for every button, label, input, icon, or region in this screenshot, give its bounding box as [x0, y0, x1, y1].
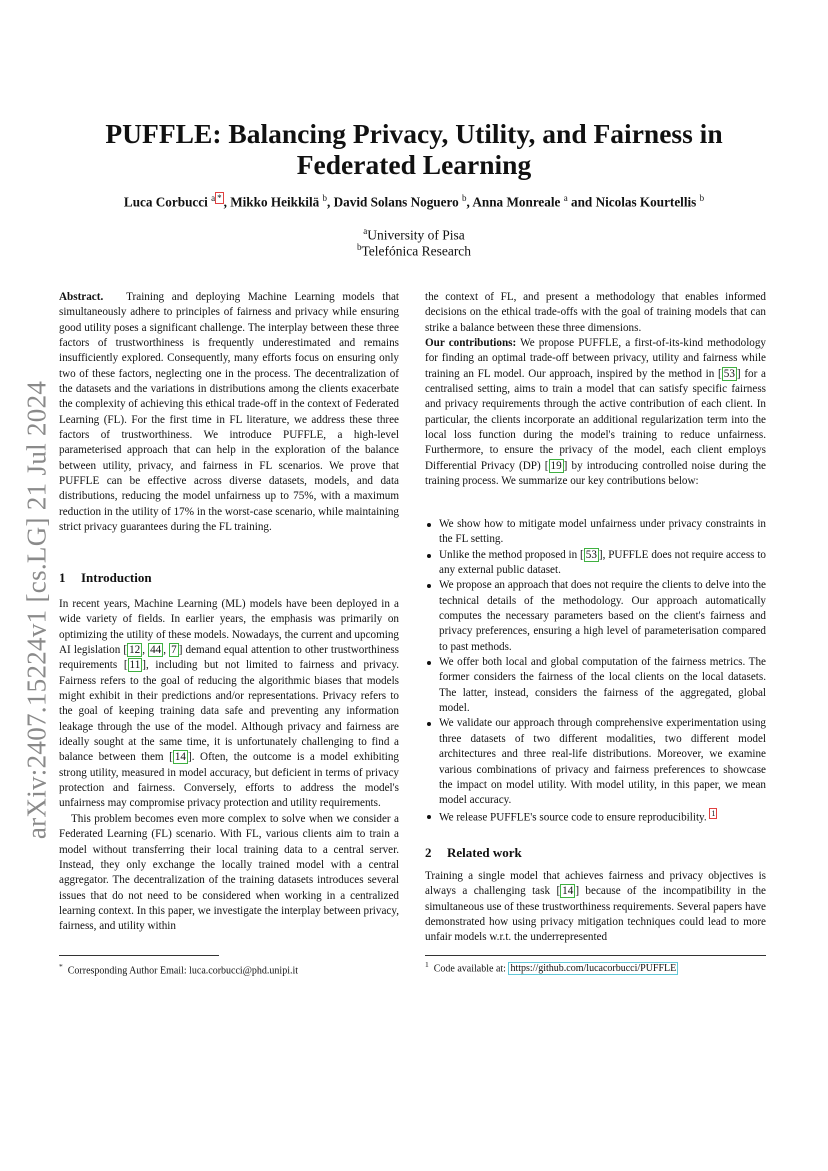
author-name: Anna Monreale	[472, 194, 561, 210]
citation-link[interactable]: 53	[723, 367, 735, 380]
citation-link[interactable]: 7	[171, 644, 177, 657]
repository-link[interactable]: https://github.com/lucacorbucci/PUFFLE	[510, 963, 677, 975]
right-column	[425, 290, 766, 489]
author-affil-mark: a	[211, 193, 216, 203]
contributions-list	[425, 517, 766, 826]
list-item: We release PUFFLE's source code to ensure reproducibility. $^1$	[425, 809, 766, 826]
corresponding-author-link[interactable]: *	[217, 193, 222, 203]
author-affil-mark: b	[322, 193, 328, 203]
citation-link[interactable]: 11	[129, 659, 141, 672]
citation-link[interactable]: 44	[150, 644, 162, 657]
author-name: David Solans Noguero	[333, 194, 459, 210]
author-name: Luca Corbucci	[123, 194, 208, 210]
section-heading-related-work: 2 Related work	[425, 845, 522, 860]
citation-link[interactable]: 12	[129, 644, 141, 657]
author-affil-mark: a	[563, 193, 568, 203]
abstract-text: Training and deploying Machine Learning models that simultaneously adhere to principles of fairness and privacy while ensuring good utility poses a significant challenge. The interplay between these three factors of trustworthiness is frequently underestimated and remains insufficiently explored. Consequently, many efforts focus on ensuring only two of these factors, neglecting one in the process. The decentralization of the datasets and the variations in distributions among the clients exacerbate the complexity of achieving this ethical trade-off in the context of Federated Learning (FL). For the first time in FL literature, we address these three factors of trustworthiness. We introduce PUFFLE, a high-level parameterised approach that can help in the exploration of the balance between utility, privacy, and fairness in FL scenarios. We prove that PUFFLE can be effective across diverse datasets, models, and data distributions, reducing the model unfairness up to 75%, with a maximum reduction in the utility of 17% in the worst-case scenario, while maintaining strict privacy guarantees during the FL training.	[59, 291, 399, 534]
author-list: Luca Corbucci $^a$ * , Mikko Heikkilä $^b$, David Solans Noguero $^b$, Anna Monreale $^a$ and Nicolas Kourtellis $^b$	[123, 193, 705, 210]
author-name: Mikko Heikkilä	[230, 194, 320, 210]
author-name: Nicolas Kourtellis	[595, 194, 697, 210]
citation-link[interactable]: 14	[174, 751, 186, 764]
footnote: $^1$ Code available at: https://github.com/lucacorbucci/PUFFLE	[425, 960, 677, 975]
arxiv-stamp	[22, 370, 52, 850]
abstract	[59, 290, 399, 536]
introduction-body	[59, 597, 399, 935]
list-item: We validate our approach through comprehensive experimentation using three datasets of two different modalities, two different model architectures and three real-life distributions. Moreover, we examine various combinations of privacy and fairness preferences to showcase the impact on model utility. With model utility, in this paper, we mean model accuracy.	[425, 716, 766, 808]
list-item: We offer both local and global computation of the fairness metrics. The former considers the fairness of the local clients on the local datasets. The latter, instead, considers the fairness of the aggregated, global model.	[425, 655, 766, 716]
paper-title: PUFFLE: Balancing Privacy, Utility, and Fairness in Federated Learning	[105, 118, 723, 180]
paragraph: Training a single model that achieves fairness and privacy objectives is always a challenging task [ 14 ] because of the incompatibility in the simultaneous use of these trustworthiness requirements. Several papers have demonstrated how using privacy mitigation techniques could lead to more unfair models w.r.t. the underrepresented	[425, 870, 766, 944]
author-affil-mark: b	[461, 193, 467, 203]
abstract-label: Abstract.	[59, 291, 104, 303]
paragraph: This problem becomes even more complex to solve when we consider a Federated Learning (FL) scenario. With FL, various clients aim to train a model without transferring their local training data to a central server. Instead, they only exchange the locally trained model with a central aggregator. The decentralization of the training datasets introduces several issues that do not need to be considered when working in a centralized learning context. In this paper, we investigate the interplay between privacy, fairness, and utility within	[59, 812, 399, 933]
author-affil-mark: b	[699, 193, 705, 203]
paragraph: In recent years, Machine Learning (ML) models have been deployed in a wide variety of fields. In earlier years, the emphasis was primarily on optimizing the utility of these models. Nowadays, the current and upcoming AI legislation [ 12 , 44 , 7 ] demand equal attention to other trustworthiness requirements [ 11 ], including but not limited to fairness and privacy. Fairness refers to the goal of reducing the algorithmic biases that models might exhibit in their predictions and/or representations. Privacy refers to the goal of keeping training data safe and preventing any information leakage through the use of the model. Although privacy and fairness are ideally sought at the same time, it is unfortunately challenging to find a balance between them [ 14 ]. Often, the outcome is a model exhibiting strong utility, measured in model accuracy, but deficient in terms of privacy protection and fairness. Conversely, efforts to address the model's unfairness may compromise privacy protection and utility requirements.	[59, 598, 400, 810]
left-column	[59, 290, 399, 536]
section-heading-introduction: 1 Introduction	[59, 570, 152, 585]
affiliation: $^b$Telefónica Research	[356, 242, 472, 259]
related-work-body	[425, 869, 766, 946]
footnote-rule	[425, 955, 766, 956]
list-item: We propose an approach that does not require the clients to delve into the technical details of the methodology. Our approach automatically computes the necessary parameters based on the client's fairness and privacy preferences, ensuring a high level of parameterisation compared to past methods.	[425, 578, 766, 655]
contributions-label: Our contributions:	[425, 337, 517, 350]
footnote-link[interactable]: 1	[711, 808, 716, 818]
arxiv-id: arXiv:2407.15224v1 [cs.LG] 21 Jul 2024	[21, 380, 52, 840]
citation-link[interactable]: 14	[562, 885, 574, 898]
contributions-paragraph: Our contributions: We propose PUFFLE, a first-of-its-kind methodology for finding an optimal trade-off between privacy, utility and fairness while training an FL model. Our approach, inspired by the method in [ 53 ] for a centralised setting, aims to train a model that can satisfy specific fairness and privacy requirements through the active contribution of each client. In particular, the clients incorporate an additional regularization term into the local loss function during the model's training to reduce unfairness. Furthermore, to ensure the privacy of the model, each client employs Differential Privacy (DP) [ 19 ] by introducing controlled noise during the training process. We summarize our key contributions below:	[425, 337, 767, 488]
list-item: Unlike the method proposed in [ 53 ], PUFFLE does not require access to any external public dataset.	[425, 548, 766, 579]
citation-link[interactable]: 53	[585, 548, 597, 561]
citation-link[interactable]: 19	[550, 459, 562, 472]
footnote: * Corresponding Author Email: luca.corbucci@phd.unipi.it	[59, 962, 299, 977]
footnote-rule	[59, 955, 219, 956]
affiliation: $^a$University of Pisa	[363, 226, 465, 243]
paragraph: the context of FL, and present a methodology that enables informed decisions on the ethical trade-offs with the goal of training models that can strike a balance between these three dimensions.	[425, 291, 766, 334]
list-item: We show how to mitigate model unfairness under privacy constraints in the FL setting.	[425, 517, 766, 548]
